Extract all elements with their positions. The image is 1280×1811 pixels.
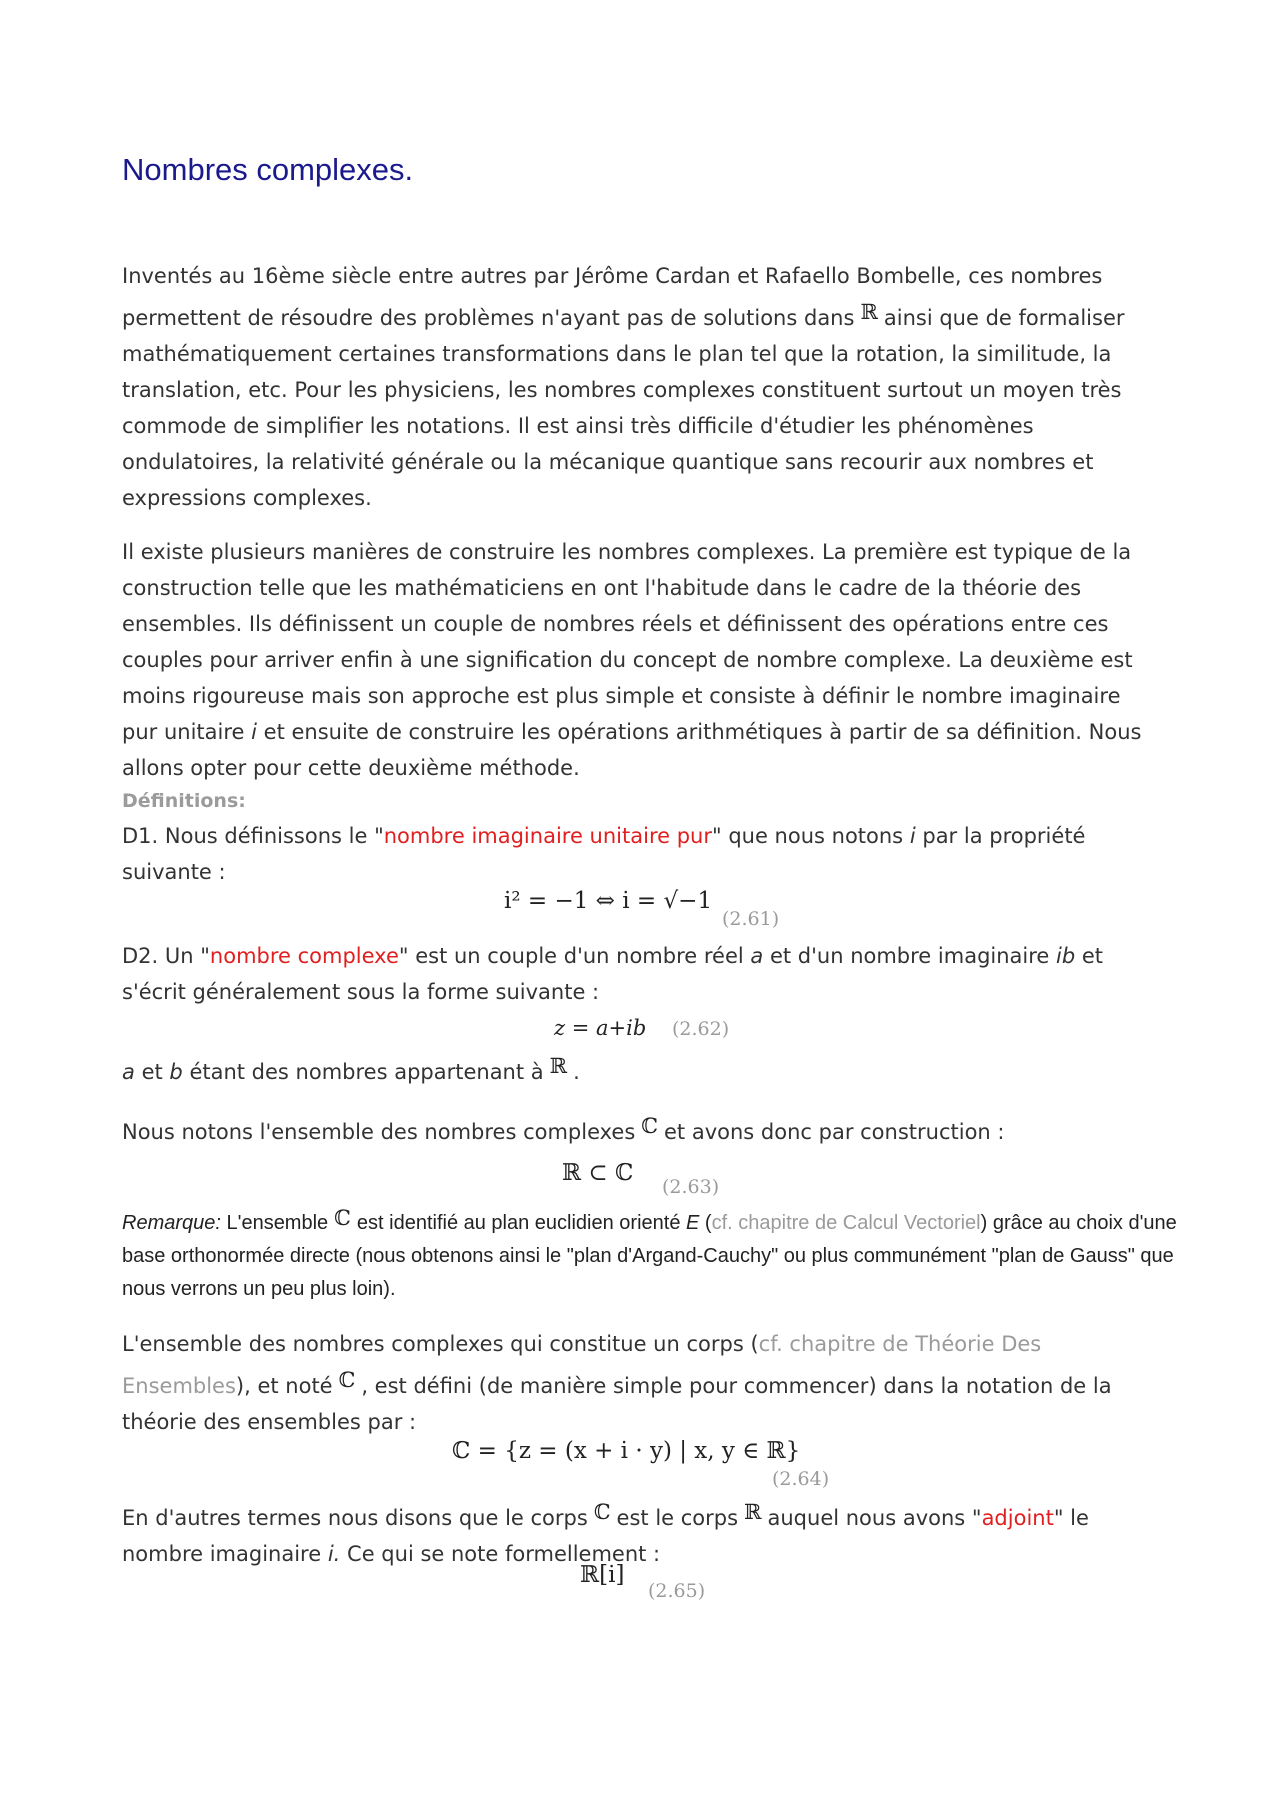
d2-var-a: a [750, 944, 764, 968]
equation-2-62: z = a+ib [554, 1016, 647, 1040]
corps-text-a: L'ensemble des nombres complexes qui constitue un corps ( [122, 1332, 759, 1356]
adjoint-text-e: Ce qui se note formellement : [347, 1542, 661, 1566]
intro-text-2a: Il existe plusieurs manières de construire les nombres complexes. La première est typique de la construction telle que les mathématiciens en ont l'habitude dans le cadre de la théorie des ensembles. Ils définissent un couple de nombres réels et définissent des opérations entre ces couples pour arriver enfin à une signification du concept de nombre complexe. La deuxième est moins rigoureuse mais son approche est plus simple et consiste à définir le nombre imaginaire pur unitaire [122, 540, 1133, 744]
link-theorie-des-ensembles[interactable]: cf. chapitre de Théorie Des Ensembles [122, 1332, 1042, 1398]
var-b: b [169, 1060, 183, 1084]
adjoint-text-d: " le nombre imaginaire [122, 1506, 1089, 1566]
corps-paragraph [122, 1326, 1162, 1440]
notation-text-a: Nous notons l'ensemble des nombres complexes [122, 1120, 636, 1144]
remark-var-e: E [686, 1212, 700, 1234]
complex-numbers-symbol: ℂ [338, 1368, 356, 1392]
remark-text-b: est identifié au plan euclidien orienté [356, 1212, 681, 1234]
d1-text-b: " que nous notons [711, 824, 904, 848]
intro-text-1a: Inventés au 16ème siècle entre autres par Jérôme Cardan et Rafaello Bombelle, ces nombres permettent de résoudre des problèmes n'ayant pas de solutions dans [122, 264, 1103, 330]
adjoint-text-b: est le corps [616, 1506, 739, 1530]
complex-numbers-symbol: ℂ [334, 1206, 351, 1230]
intro-paragraph-2 [122, 534, 1162, 786]
real-numbers-symbol: ℝ [549, 1054, 568, 1078]
var-a: a [122, 1060, 135, 1084]
corps-text-c: , est défini (de manière simple pour commencer) dans la notation de la théorie des ensembles par : [122, 1374, 1112, 1434]
real-numbers-symbol: ℝ [860, 300, 878, 324]
d2-text-b: " est un couple d'un nombre réel [398, 944, 744, 968]
page-title: Nombres complexes. [122, 152, 414, 187]
equation-2-64: ℂ = {z = (x + i · y) | x, y ∈ ℝ} [452, 1438, 801, 1464]
definitions-heading: Définitions: [122, 790, 246, 812]
corps-text-b: ), et noté [235, 1374, 333, 1398]
adjoint-text-a: En d'autres termes nous disons que le corps [122, 1506, 588, 1530]
d2-text-a: D2. Un " [122, 944, 210, 968]
adjoint-text-c: auquel nous avons " [767, 1506, 982, 1530]
complex-numbers-symbol: ℂ [641, 1114, 659, 1138]
remark-text-d: ) grâce au choix d'une base orthonormée directe (nous obtenons ainsi le "plan d'Argand-Cauchy" ou plus communément "plan de Gauss" que nous verrons un peu plus loin). [122, 1212, 1177, 1300]
notation-line [122, 1108, 1162, 1150]
d1-text-a: D1. Nous définissons le " [122, 824, 384, 848]
d1-var-i: i [909, 824, 916, 848]
ab-line [122, 1048, 1162, 1090]
term-imaginaire-pur[interactable]: nombre imaginaire unitaire pur [383, 824, 712, 848]
imaginary-unit-var: i [251, 720, 257, 744]
complex-numbers-symbol: ℂ [593, 1500, 611, 1524]
equation-number-2-61: (2.61) [722, 908, 780, 930]
remark-text-c: ( [704, 1212, 712, 1234]
d2-text-d: et s'écrit généralement sous la forme suivante : [122, 944, 1104, 1004]
equation-2-65: ℝ[i] [580, 1562, 625, 1588]
equation-number-2-62: (2.62) [672, 1018, 730, 1040]
link-calcul-vectoriel[interactable]: cf. chapitre de Calcul Vectoriel [711, 1212, 981, 1234]
intro-paragraph-1 [122, 258, 1162, 516]
ab-end: . [573, 1060, 580, 1084]
intro-text-1b: ainsi que de formaliser mathématiquement certaines transformations dans le plan tel que la rotation, la similitude, la translation, etc. Pour les physiciens, les nombres complexes constituent surtout un moyen très commode de simplifier les notations. Il est ainsi très difficile d'étudier les phénomènes ondulatoires, la relativité générale ou la mécanique quantique sans recourir aux nombres et expressions complexes. [122, 306, 1125, 510]
remark-label: Remarque: [122, 1212, 221, 1234]
real-numbers-symbol: ℝ [744, 1500, 762, 1524]
remark-text-a: L'ensemble [226, 1212, 329, 1234]
intro-text-2b: et ensuite de construire les opérations arithmétiques à partir de sa définition. Nous allons opter pour cette deuxième méthode. [122, 720, 1142, 780]
equation-number-2-64: (2.64) [772, 1468, 830, 1490]
equation-2-61: i² = −1 ⇔ i = √−1 [504, 888, 713, 914]
ab-text: étant des nombres appartenant à [189, 1060, 544, 1084]
term-nombre-complexe[interactable]: nombre complexe [209, 944, 399, 968]
d1-text-c: par la propriété suivante : [122, 824, 1086, 884]
equation-number-2-65: (2.65) [648, 1580, 706, 1602]
adjoint-paragraph [122, 1494, 1162, 1572]
adjoint-var-i: i. [327, 1542, 341, 1566]
remark-paragraph [122, 1202, 1182, 1306]
term-adjoint[interactable]: adjoint [981, 1506, 1054, 1530]
notation-text-b: et avons donc par construction : [664, 1120, 1005, 1144]
definition-d2 [122, 938, 1162, 1010]
ab-et: et [141, 1060, 163, 1084]
definition-d1 [122, 818, 1162, 890]
d2-var-ib: ib [1056, 944, 1076, 968]
d2-text-c: et d'un nombre imaginaire [769, 944, 1050, 968]
equation-2-63: ℝ ⊂ ℂ [562, 1160, 634, 1186]
equation-number-2-63: (2.63) [662, 1176, 720, 1198]
